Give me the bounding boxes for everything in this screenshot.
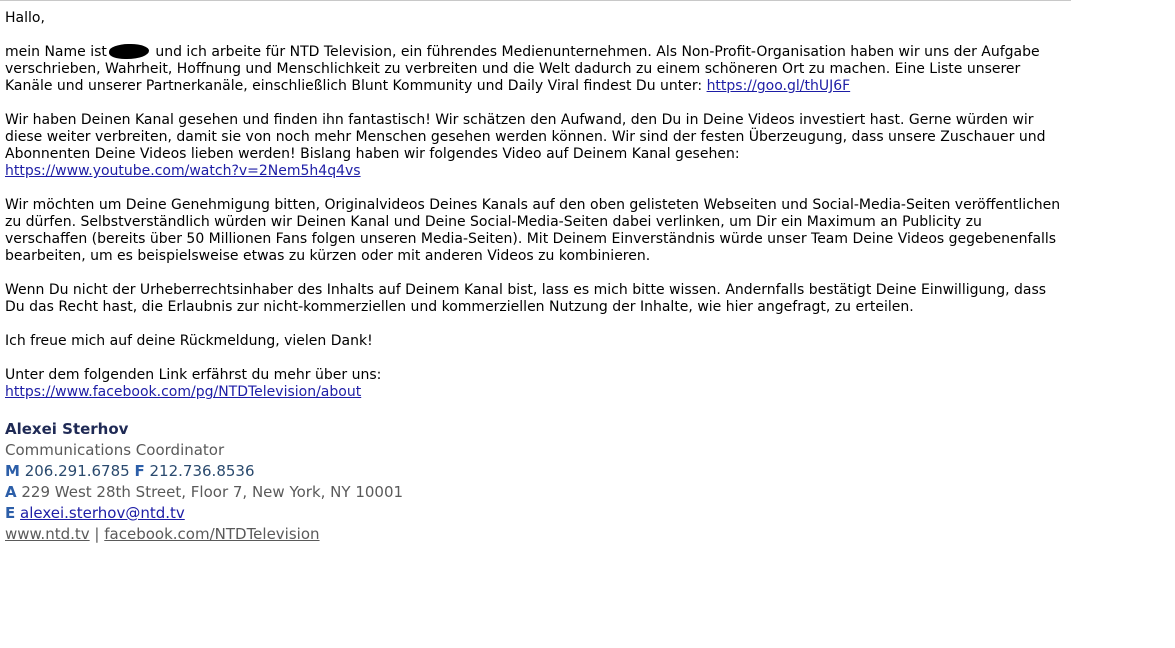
greeting: Hallo, (5, 10, 45, 26)
email-signature (5, 419, 403, 545)
link-separator: | (94, 525, 100, 543)
channel-list-link[interactable]: https://goo.gl/thUJ6F (706, 78, 851, 94)
facebook-page-link[interactable]: facebook.com/NTDTelevision (104, 525, 320, 543)
more-info-text: Unter dem folgenden Link erfährst du mehr über uns: (5, 367, 382, 383)
paragraph-more-info (5, 367, 1067, 401)
redacted-name-mark (109, 44, 149, 59)
signature-email-line (5, 503, 403, 524)
signature-email-link[interactable]: alexei.sterhov@ntd.tv (20, 504, 185, 522)
email-body (5, 10, 1067, 401)
facebook-about-link[interactable]: https://www.facebook.com/pg/NTDTelevision/about (5, 384, 362, 400)
fax-number: 212.736.8536 (149, 462, 255, 480)
paragraph-channel (5, 112, 1067, 180)
signature-title: Communications Coordinator (5, 441, 225, 459)
signature-web-line (5, 524, 403, 545)
mobile-key: M (5, 462, 20, 480)
paragraph-copyright: Wenn Du nicht der Urheberrechtsinhaber des Inhalts auf Deinem Kanal bist, lass es mich bitte wissen. Andernfalls bestätigt Deine Einwilligung, dass Du das Recht hast, die Erlaubnis zur nicht-kommerziellen und kommerziellen Nutzung der Inhalte, wie hier angefragt, zu erteilen. (5, 282, 1047, 315)
signature-phone-line (5, 461, 403, 482)
paragraph-permission: Wir möchten um Deine Genehmigung bitten, Originalvideos Deines Kanals auf den oben gelisteten Webseiten und Social-Media-Seiten veröffentlichen zu dürfen. Selbstverständlich würden wir Deinen Kanal und Deine Social-Media-Seiten dabei verlinken, um Dir ein Maximum an Publicity zu verschaffen (bereits über 50 Millionen Fans folgen unseren Media-Seiten). Mit Deinem Einverständnis würde unser Team Deine Videos gegebenenfalls bearbeiten, um es beispielsweise etwas zu kürzen oder mit anderen Videos zu kombinieren. (5, 197, 1061, 264)
paragraph-intro (5, 44, 1067, 95)
address-key: A (5, 483, 17, 501)
intro-text-start: mein Name ist (5, 44, 107, 60)
youtube-video-link[interactable]: https://www.youtube.com/watch?v=2Nem5h4q4vs (5, 163, 361, 179)
website-link[interactable]: www.ntd.tv (5, 525, 90, 543)
header-divider (0, 0, 1071, 1)
intro-text: und ich arbeite für NTD Television, ein führendes Medienunternehmen. Als Non-Profit-Organisation haben wir uns der Aufgabe verschrieben, Wahrheit, Hoffnung und Menschlichkeit zu verbreiten und die Welt dadurch zu einem schöneren Ort zu machen. Eine Liste unserer Kanäle und unserer Partnerkanäle, einschließlich Blunt Kommunity und Daily Viral findest Du unter: (5, 44, 1040, 94)
address-text: 229 West 28th Street, Floor 7, New York, NY 10001 (21, 483, 404, 501)
email-key: E (5, 504, 16, 522)
channel-text: Wir haben Deinen Kanal gesehen und finden ihn fantastisch! Wir schätzen den Aufwand, den Du in Deine Videos investiert hast. Gerne würden wir diese weiter verbreiten, damit sie von noch mehr Menschen gesehen werden können. Wir sind der festen Überzeugung, dass unsere Zuschauer und Abonnenten Deine Videos lieben werden! Bislang haben wir folgendes Video auf Deinem Kanal gesehen: (5, 112, 1046, 162)
signature-name: Alexei Sterhov (5, 420, 129, 438)
signature-address-line (5, 482, 403, 503)
mobile-number: 206.291.6785 (24, 462, 130, 480)
fax-key: F (134, 462, 145, 480)
paragraph-thanks: Ich freue mich auf deine Rückmeldung, vielen Dank! (5, 333, 373, 349)
